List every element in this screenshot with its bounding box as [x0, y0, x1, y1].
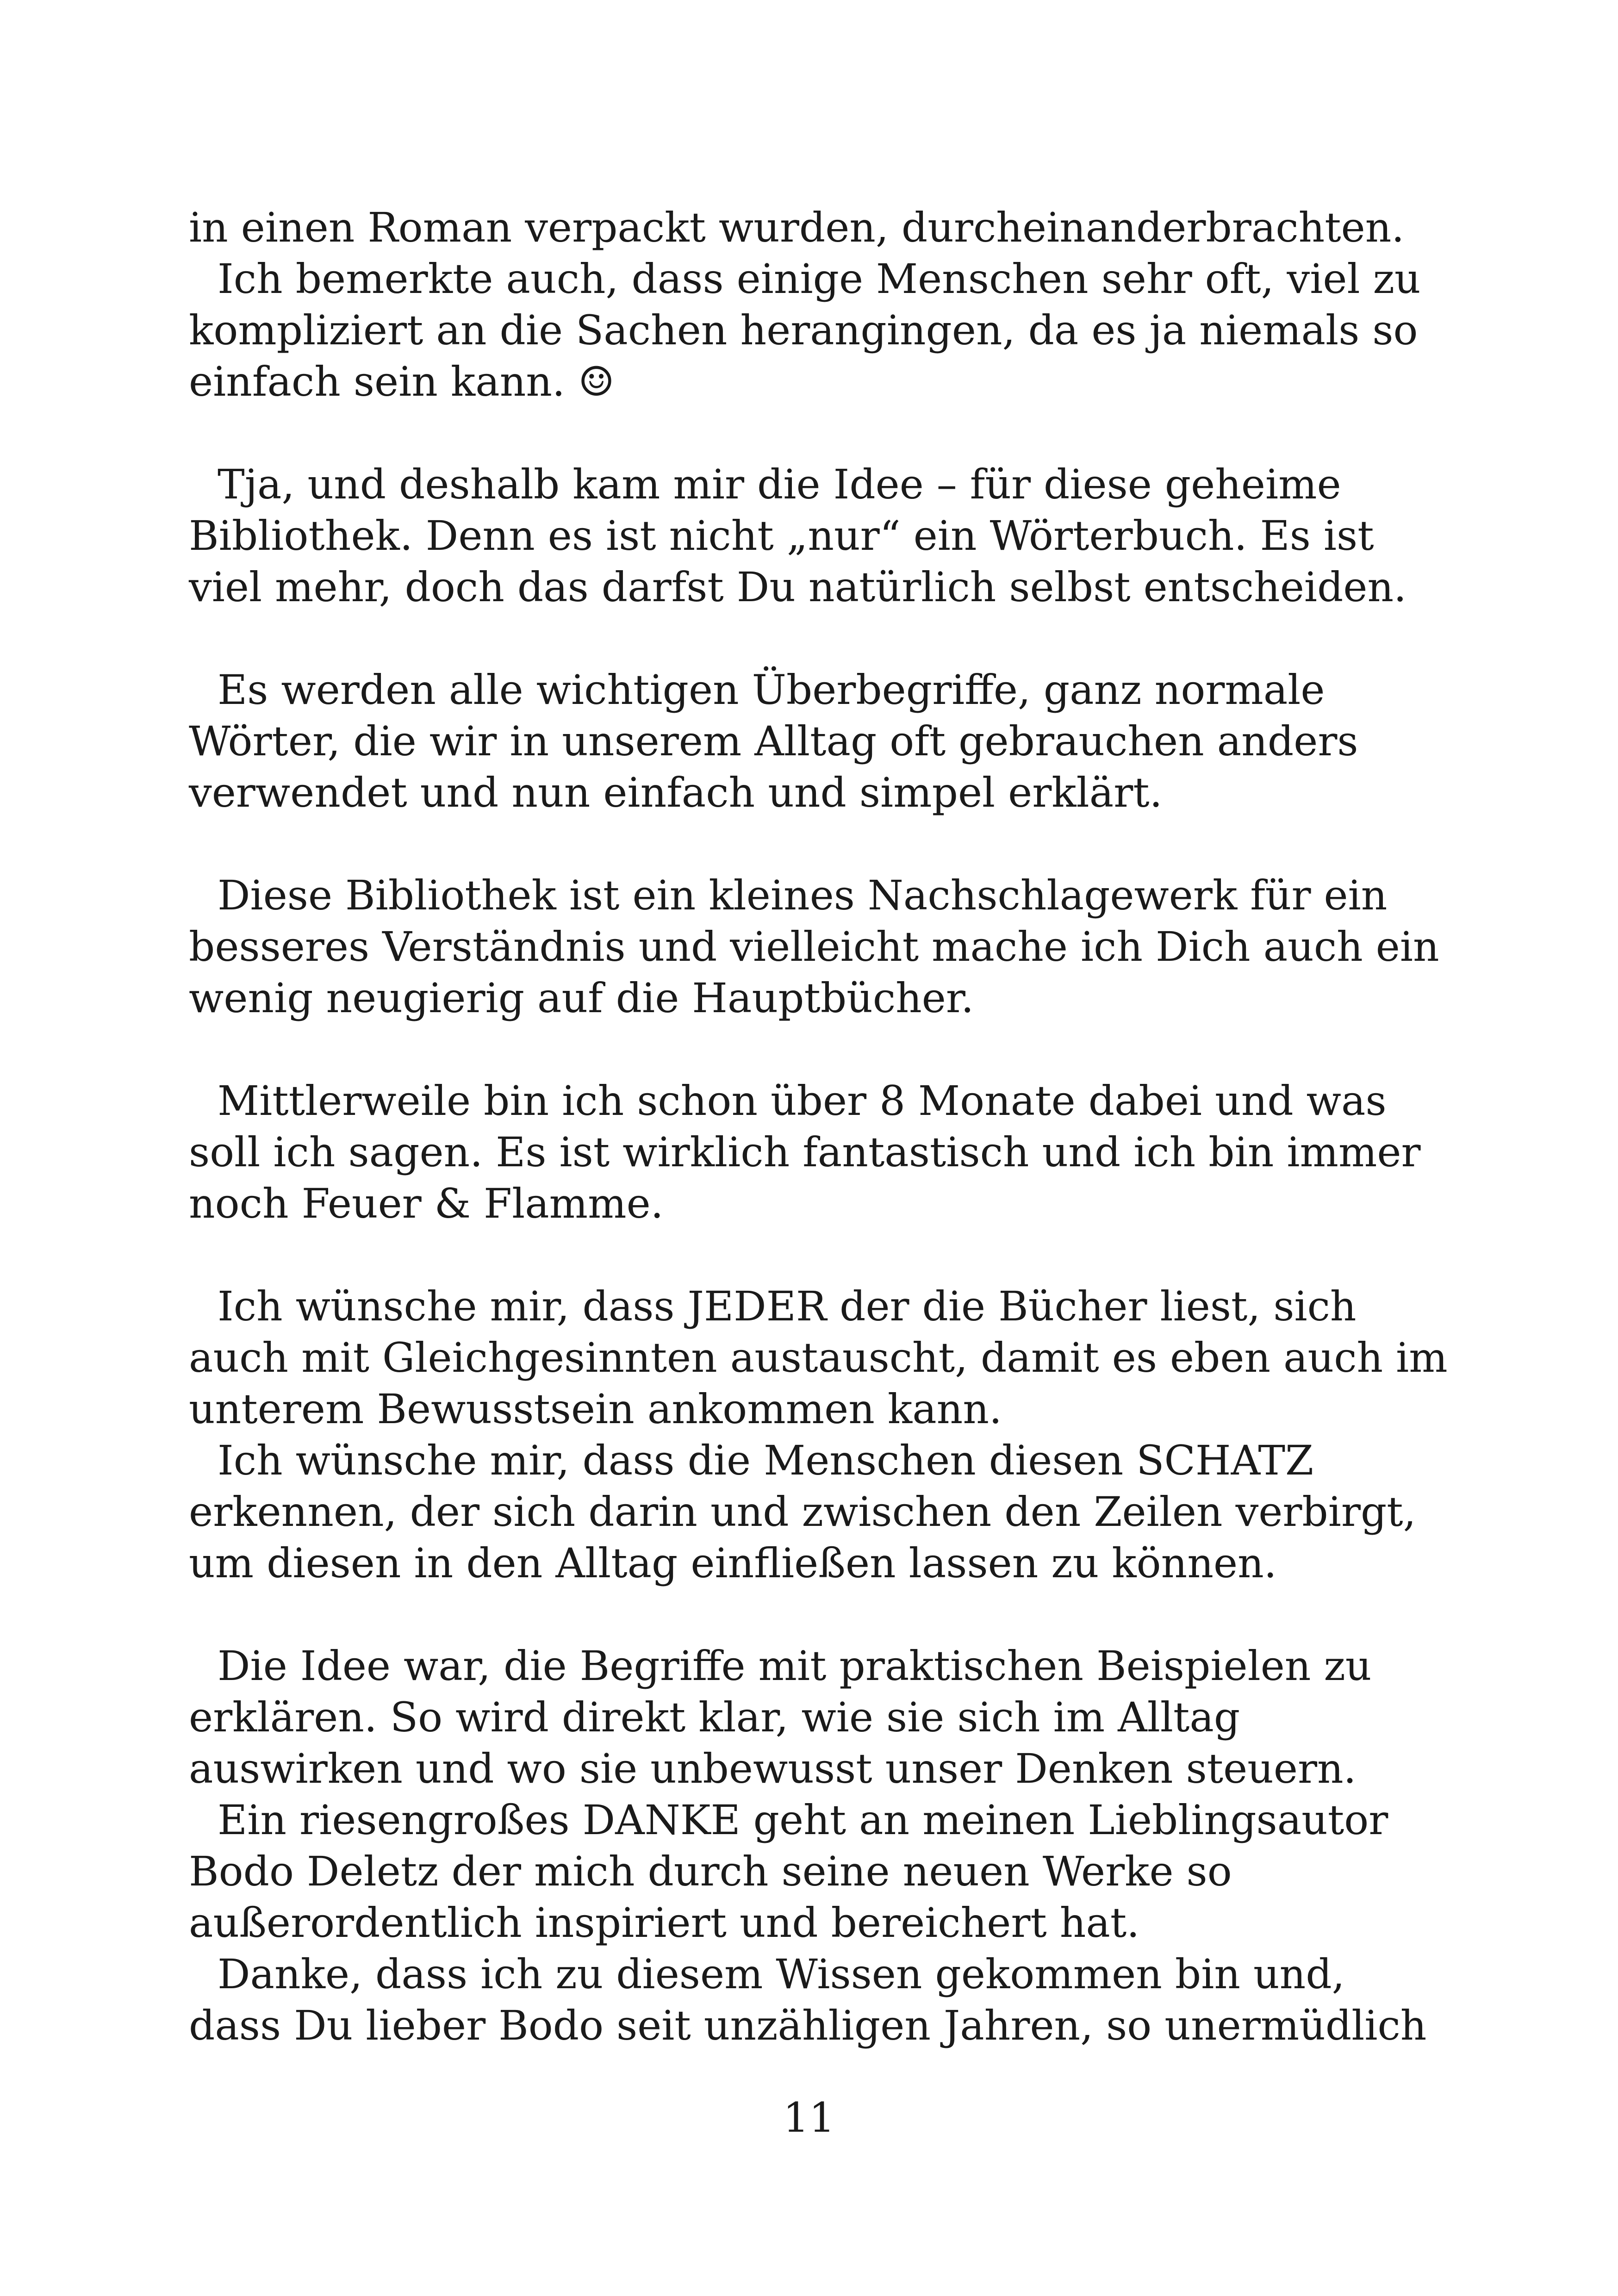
text-line: Es werden alle wichtigen Überbegriffe, ganz normale [218, 666, 1325, 714]
text-line: Ich wünsche mir, dass die Menschen diesen SCHATZ [218, 1437, 1314, 1484]
text-line: erklären. So wird direkt klar, wie sie sich im Alltag [189, 1693, 1240, 1741]
page-body [189, 202, 1448, 2051]
text-line: Bibliothek. Denn es ist nicht „nur“ ein Wörterbuch. Es ist [189, 512, 1374, 560]
text-line: Diese Bibliothek ist ein kleines Nachschlagewerk für ein [218, 871, 1388, 919]
paragraph-gap [189, 613, 1448, 664]
text-line: noch Feuer & Flamme. [189, 1180, 664, 1227]
text-line: einfach sein kann. ☺ [189, 358, 615, 405]
text-line: kompliziert an die Sachen herangingen, da es ja niemals so [189, 306, 1418, 354]
text-line: dass Du lieber Bodo seit unzähligen Jahren, so unermüdlich [189, 2002, 1427, 2049]
text-line: Wörter, die wir in unserem Alltag oft gebrauchen anders [189, 717, 1358, 765]
paragraph-gap [189, 818, 1448, 870]
text-line: soll ich sagen. Es ist wirklich fantastisch und ich bin immer [189, 1128, 1421, 1176]
text-line: besseres Verständnis und vielleicht mache ich Dich auch ein [189, 923, 1439, 971]
text-line: Ich bemerkte auch, dass einige Menschen sehr oft, viel zu [218, 255, 1421, 303]
paragraph-gap [189, 1589, 1448, 1640]
paragraph-gap [189, 1024, 1448, 1075]
text-line: viel mehr, doch das darfst Du natürlich selbst entscheiden. [189, 563, 1407, 611]
text-line: Bodo Deletz der mich durch seine neuen Werke so [189, 1848, 1232, 1895]
text-line: Danke, dass ich zu diesem Wissen gekommen bin und, [218, 1950, 1345, 1998]
text-line: auch mit Gleichgesinnten austauscht, damit es eben auch im [189, 1334, 1448, 1381]
text-line: verwendet und nun einfach und simpel erklärt. [189, 769, 1163, 816]
text-line: erkennen, der sich darin und zwischen den Zeilen verbirgt, [189, 1488, 1416, 1536]
text-line: wenig neugierig auf die Hauptbücher. [189, 974, 974, 1022]
text-line: um diesen in den Alltag einfließen lassen zu können. [189, 1539, 1277, 1587]
text-line: außerordentlich inspiriert und bereichert hat. [189, 1899, 1140, 1947]
text-line: Ein riesengroßes DANKE geht an meinen Lieblingsautor [218, 1796, 1388, 1844]
text-line: Ich wünsche mir, dass JEDER der die Bücher liest, sich [218, 1282, 1357, 1330]
text-line: in einen Roman verpackt wurden, durcheinanderbrachten. [189, 204, 1405, 251]
paragraph-gap [189, 407, 1448, 459]
text-line: Die Idee war, die Begriffe mit praktischen Beispielen zu [218, 1642, 1372, 1690]
text-line: Mittlerweile bin ich schon über 8 Monate dabei und was [218, 1077, 1387, 1125]
text-line: Tja, und deshalb kam mir die Idee – für diese geheime [218, 460, 1341, 508]
text-line: unterem Bewusstsein ankommen kann. [189, 1385, 1002, 1433]
text-line: auswirken und wo sie unbewusst unser Denken steuern. [189, 1745, 1357, 1792]
paragraph-gap [189, 1229, 1448, 1281]
page-number: 11 [783, 2094, 835, 2141]
